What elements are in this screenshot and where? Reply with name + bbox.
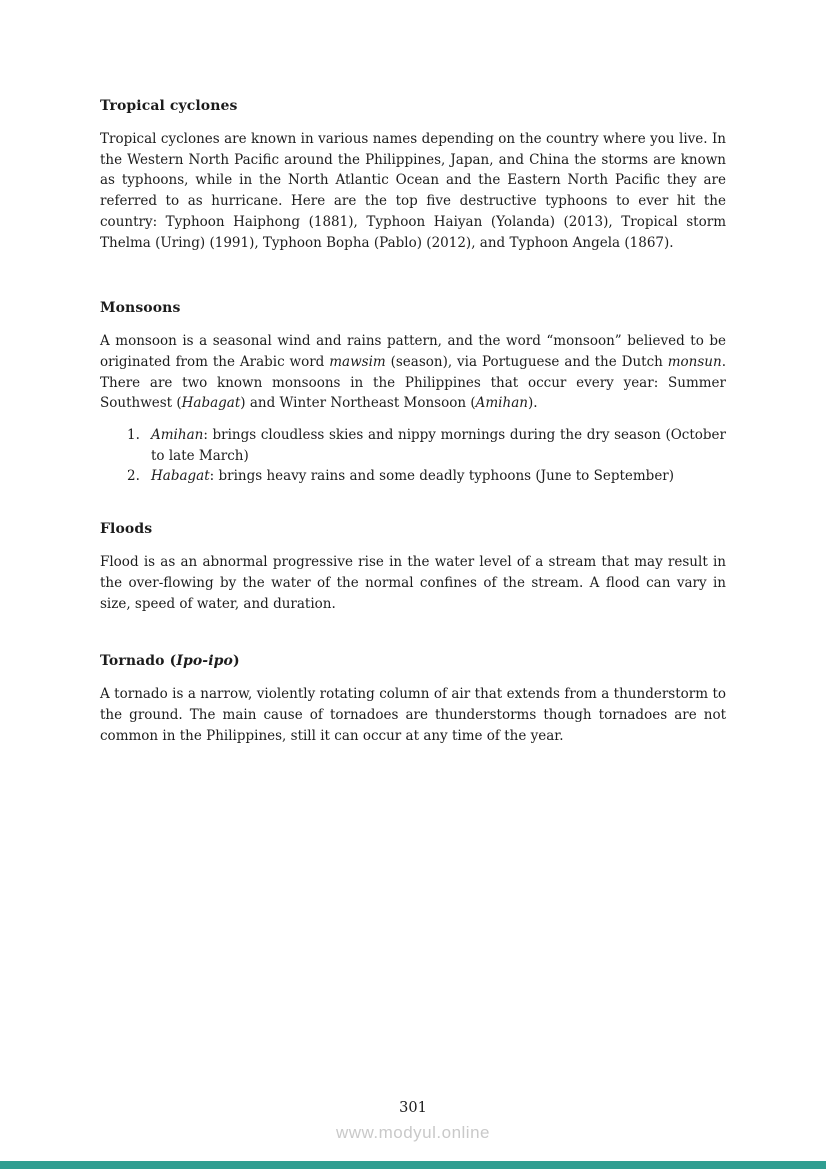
heading-tornado <box>100 651 726 671</box>
monsoons-run-2: (season), via Portuguese and the Dutch <box>385 353 668 370</box>
list-item-amihan-rest: : brings cloudless skies and nippy mornings during the dry season (October to late March) <box>151 427 726 464</box>
list-item-amihan-number: 1. <box>127 427 140 444</box>
list-item-amihan-text <box>151 425 726 466</box>
list-item-habagat-number: 2. <box>127 468 140 485</box>
list-item-amihan <box>127 425 726 466</box>
monsoons-run-monsun: monsun <box>667 353 722 370</box>
monsoons-run-6: ) and Winter Northeast Monsoon ( <box>240 395 476 412</box>
list-item-habagat-rest: : brings heavy rains and some deadly typhoons (June to September) <box>209 468 675 485</box>
heading-monsoons: Monsoons <box>100 300 181 317</box>
list-item-habagat <box>127 466 726 487</box>
paragraph-tornado: A tornado is a narrow, violently rotating column of air that extends from a thunderstorm to the ground. The main cause of tornadoes are thunderstorms though tornadoes are not common in the Philippines, still it can occur at any time of the year. <box>100 686 726 744</box>
monsoons-run-0: A monsoon is a seasonal wind and rains pattern, and the word “monsoon” believed to be originated from the Arabic word <box>100 333 726 370</box>
heading-floods: Floods <box>100 521 153 538</box>
section-monsoons <box>100 298 726 487</box>
monsoons-run-habagat: Habagat <box>181 395 241 412</box>
watermark: www.modyul.online <box>335 1123 490 1142</box>
list-item-habagat-text <box>151 466 726 487</box>
section-tropical-cyclones <box>100 96 726 253</box>
heading-tornado-italic: Ipo-ipo <box>176 653 233 670</box>
section-floods <box>100 519 726 614</box>
section-tornado <box>100 651 726 746</box>
heading-tropical-cyclones: Tropical cyclones <box>100 98 238 114</box>
list-item-amihan-term: Amihan <box>151 427 204 444</box>
paragraph-monsoons <box>100 331 726 414</box>
monsoons-run-mawsim: mawsim <box>329 353 386 370</box>
page-number: 301 <box>399 1100 427 1116</box>
footer-bar <box>0 1161 826 1169</box>
heading-tornado-post: ) <box>232 653 240 670</box>
monsoons-run-8: ). <box>527 395 538 412</box>
monsoon-list <box>100 425 726 487</box>
paragraph-tropical-cyclones: Tropical cyclones are known in various names depending on the country where you live. In the Western North Pacific around the Philippines, Japan, and China the storms are known as typhoons, while in the North Atlantic Ocean and the Eastern North Pacific they are referred to as hurricane. Here are the top five destructive typhoons to ever hit the country: Typhoon Haiphong (1881), Typhoon Haiyan (Yolanda) (2013), Tropical storm Thelma (Uring) (1991), Typhoon Bopha (Pablo) (2012), and Typhoon Angela (1867). <box>100 131 726 251</box>
heading-tornado-pre: Tornado ( <box>100 653 177 670</box>
monsoons-run-4: . There are two known monsoons in the Philippines that occur every year: Summer Southwest ( <box>100 353 726 412</box>
paragraph-floods: Flood is as an abnormal progressive rise in the water level of a stream that may result in the over-flowing by the water of the normal confines of the stream. A flood can vary in size, speed of water, and duration. <box>100 554 726 612</box>
monsoons-run-amihan: Amihan <box>475 395 528 412</box>
list-item-habagat-term: Habagat <box>151 468 210 485</box>
